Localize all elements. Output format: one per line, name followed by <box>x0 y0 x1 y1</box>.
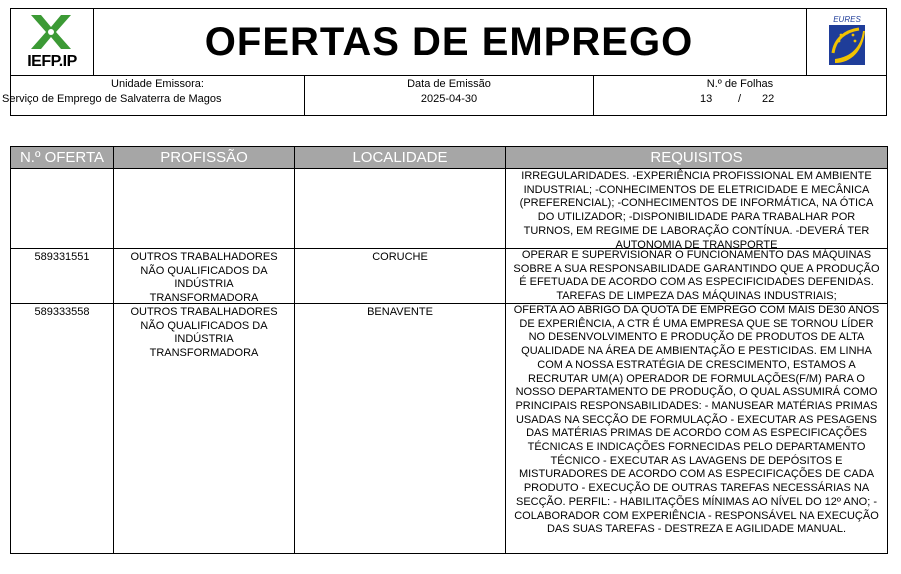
sheet-total: 22 <box>762 93 775 105</box>
table-row <box>11 169 887 251</box>
sheet-current: 13 <box>700 93 713 105</box>
sheets-label: N.º de Folhas <box>706 78 774 90</box>
requirements-cell <box>506 304 887 554</box>
offer-number-cell: 589331551 <box>11 249 114 304</box>
column-header-requirements: REQUISITOS <box>650 149 743 166</box>
page-title: OFERTAS DE EMPREGO <box>204 20 694 64</box>
column-header-location: LOCALIDADE <box>295 147 506 168</box>
offer-number-cell: 589333558 <box>11 304 114 554</box>
header-info-band <box>2 76 886 115</box>
header-top-band <box>11 9 886 76</box>
sheets-cell <box>594 76 886 115</box>
column-header-offer-number: N.º OFERTA <box>11 147 114 168</box>
table-row <box>11 248 887 304</box>
requirements-cell <box>506 249 887 304</box>
profession-cell <box>114 169 295 248</box>
document-header <box>2 8 887 116</box>
requirements-cell <box>506 169 887 251</box>
sheet-separator: / <box>738 93 742 105</box>
issue-date-value: 2025-04-30 <box>420 93 478 105</box>
offer-number-cell <box>11 169 114 248</box>
issuer-value: Serviço de Emprego de Salvaterra de Magos <box>2 93 222 105</box>
location-cell: BENAVENTE <box>295 304 506 554</box>
profession-cell: OUTROS TRABALHADORES NÃO QUALIFICADOS DA INDÚSTRIA TRANSFORMADORA <box>114 304 295 554</box>
location-cell: CORUCHE <box>295 249 506 304</box>
table-header-row <box>11 147 887 169</box>
table-row <box>11 303 887 554</box>
eures-logo <box>806 9 887 75</box>
requirements-text: IRREGULARIDADES. -EXPERIÊNCIA PROFISSIONAL EM AMBIENTE INDUSTRIAL; -CONHECIMENTOS DE ELETRICIDADE E MECÂNICA (PREFERENCIAL); -CONHECIMENTOS DE INFORMÁTICA, NA ÓTICA DO UTILIZADOR; -DISPONIBILIDADE PARA TRABALHAR POR TURNOS, EM REGIME DE LABORAÇÃO CONTÍNUA. -DEVERÁ TER AUTONOMIA DE TRANSPORTE <box>519 170 874 251</box>
iefp-logo <box>11 9 94 75</box>
issue-date-cell <box>305 76 594 115</box>
location-cell <box>295 169 506 248</box>
column-header-profession: PROFISSÃO <box>114 147 295 168</box>
logo-text: IEFP.IP <box>27 53 77 70</box>
profession-cell: OUTROS TRABALHADORES NÃO QUALIFICADOS DA INDÚSTRIA TRANSFORMADORA <box>114 249 295 304</box>
job-offers-table <box>10 146 888 554</box>
issue-date-label: Data de Emissão <box>407 78 491 90</box>
requirements-text: OFERTA AO ABRIGO DA QUOTA DE EMPREGO COM MAIS DE30 ANOS DE EXPERIÊNCIA, A CTR É UMA EMPRESA QUE SE TORNOU LÍDER NO DESENVOLVIMENTO E PRODUÇÃO DE PRODUTOS DE ALTA QUALIDADE NA ÁREA DE AMBIENTAÇÃO E PESTICIDAS. EM LINHA COM A NOSSA ESTRATÉGIA DE CRESCIMENTO, ESTAMOS A RECRUTAR UM(A) OPERADOR DE FORMULAÇÕES(F/M) PARA O NOSSO DEPARTAMENTO DE PRODUÇÃO, O QUAL ASSUMIRÁ COMO PRINCIPAIS RESPONSABILIDADES: - MANUSEAR MATÉRIAS PRIMAS USADAS NA SECÇÃO DE FORMULAÇÃO - EXECUTAR AS PESAGENS DAS MATÉRIAS PRIMAS DE ACORDO COM AS ESPECIFICAÇÕES TÉCNICAS E INDICAÇÕES FORNECIDAS PELO DEPARTAMENTO TÉCNICO - EXECUTAR AS LAVAGENS DE DEPÓSITOS E MISTURADORES DE ACORDO COM AS ESPECIFICAÇÕES DE CADA PRODUTO - EXECUÇÃO DE OUTRAS TAREFAS NECESSÁRIAS NA SECÇÃO. PERFIL: - HABILITAÇÕES MÍNIMAS AO NÍVEL DO 12º ANO; - COLABORADOR COM EXPERIÊNCIA - RESPONSÁVEL NA EXECUÇÃO DAS SUAS TAREFAS - DESTREZA E AGILIDADE MANUAL. <box>513 304 880 536</box>
eures-logo-icon <box>821 13 873 71</box>
iefp-cross-logo-icon <box>27 13 75 53</box>
eures-text: EURES <box>833 15 861 24</box>
issuer-cell <box>2 76 305 115</box>
requirements-text: OPERAR E SUPERVISIONAR O FUNCIONAMENTO DAS MÁQUINAS SOBRE A SUA RESPONSABILIDADE GARANTINDO QUE A PRODUÇÃO É EFETUADA DE ACORDO COM AS ESPECIFICIDADES DEFENIDAS. TAREFAS DE LIMPEZA DAS MÁQUINAS INDUSTRIAIS; <box>513 249 880 303</box>
issuer-label: Unidade Emissora: <box>111 78 204 90</box>
